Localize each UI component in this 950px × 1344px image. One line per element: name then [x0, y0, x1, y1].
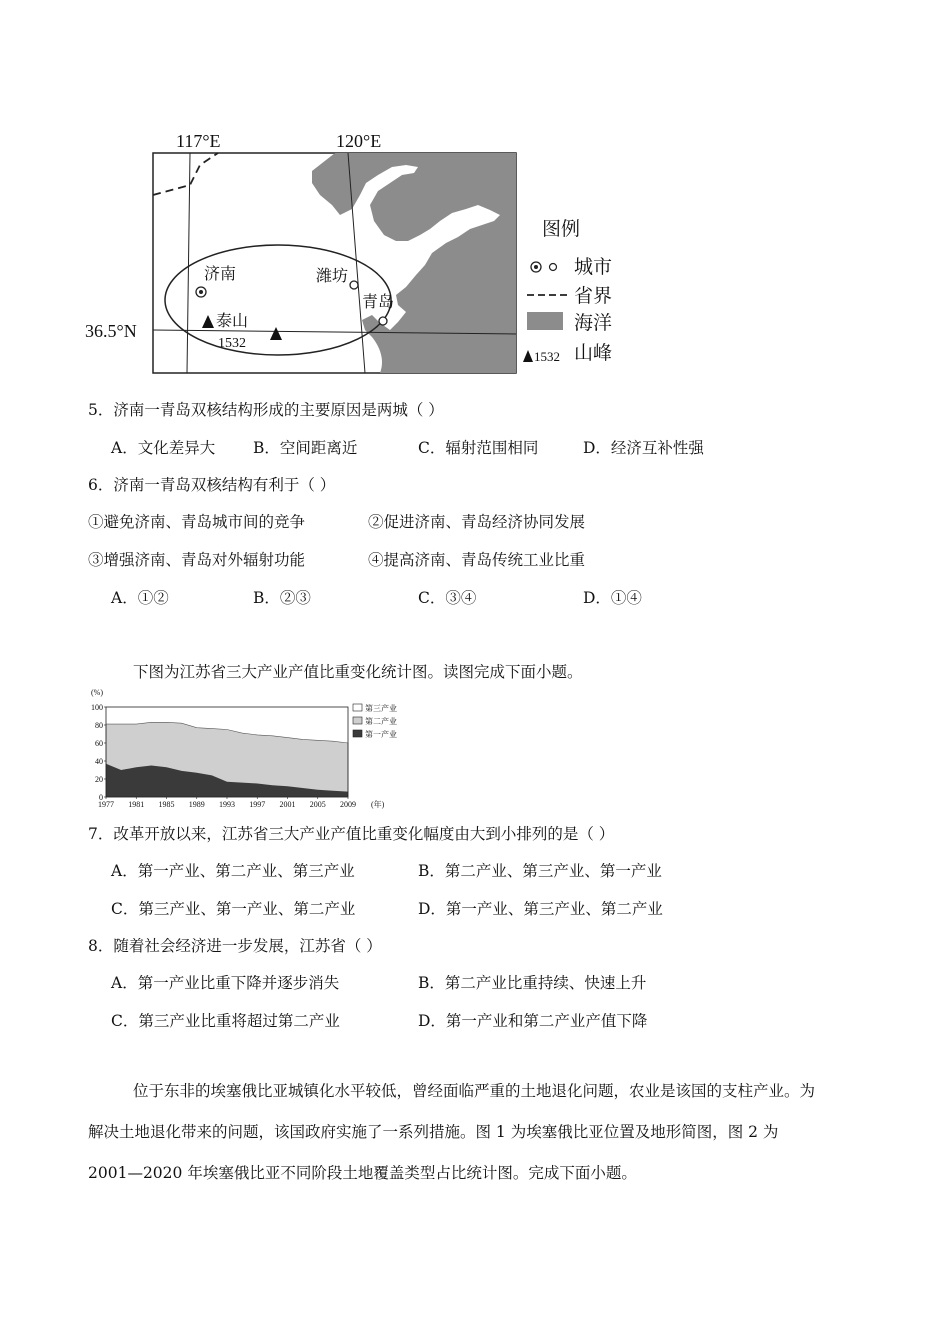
legend-border-label: 省界: [574, 286, 613, 307]
x-tick-label: 1981: [128, 800, 145, 809]
q5-option-a[interactable]: A．文化差异大: [111, 439, 216, 457]
industry-chart-svg: [85, 686, 425, 810]
y-tick-label: 80: [95, 721, 103, 730]
legend-peak-label: 山峰: [574, 343, 613, 364]
x-tick-label: 2001: [279, 800, 296, 809]
qingdao-marker: [379, 317, 387, 325]
legend-ocean-icon: [527, 312, 563, 330]
q6-item-4: ④提高济南、青岛传统工业比重: [368, 551, 586, 569]
weifang-marker: [350, 281, 358, 289]
weifang-label: 潍坊: [316, 268, 349, 285]
q7-option-a[interactable]: A．第一产业、第二产业、第三产业: [111, 862, 355, 880]
jiangsu-intro: 下图为江苏省三大产业产值比重变化统计图。读图完成下面小题。: [133, 663, 583, 681]
q7-option-b[interactable]: B．第二产业、第三产业、第一产业: [418, 862, 662, 880]
q8-option-a[interactable]: A．第一产业比重下降并逐步消失: [111, 974, 340, 992]
q8-option-c[interactable]: C．第三产业比重将超过第二产业: [111, 1012, 340, 1030]
y-tick-label: 20: [95, 775, 103, 784]
legend-swatch: [353, 717, 362, 724]
x-tick-label: 1989: [188, 800, 205, 809]
q6-option-b[interactable]: B．②③: [253, 589, 311, 607]
q6-option-c[interactable]: C．③④: [418, 589, 477, 607]
legend-ocean-label: 海洋: [574, 313, 613, 334]
q8-option-d[interactable]: D．第一产业和第二产业产值下降: [418, 1012, 648, 1030]
y-tick-label: 0: [99, 793, 103, 802]
x-tick-label: 1997: [249, 800, 266, 809]
ethiopia-intro-line-2: 解决土地退化带来的问题，该国政府实施了一系列措施。图 1 为埃塞俄比亚位置及地形简图，图 2 为: [88, 1123, 779, 1141]
q6-option-a[interactable]: A．①②: [111, 589, 169, 607]
legend-peak-icon: [523, 350, 533, 362]
jinan-label: 济南: [204, 266, 237, 283]
x-tick-label: 2005: [309, 800, 326, 809]
y-tick-label: 60: [95, 739, 103, 748]
industry-chart: [85, 686, 425, 810]
taishan-height: 1532: [218, 336, 246, 351]
lon-right-label: 120°E: [336, 131, 382, 151]
q7-option-d[interactable]: D．第一产业、第三产业、第二产业: [418, 900, 663, 918]
x-tick-label: 1977: [98, 800, 114, 809]
q6-item-3: ③增强济南、青岛对外辐射功能: [88, 551, 306, 569]
map-svg: [80, 125, 640, 380]
chart-xlabel: (年): [371, 800, 385, 809]
legend-peak-sample: 1532: [534, 349, 560, 364]
x-tick-label: 2009: [340, 800, 356, 809]
y-tick-label: 40: [95, 757, 103, 766]
qingdao-label: 青岛: [362, 294, 395, 311]
q8-stem: 8．随着社会经济进一步发展，江苏省（ ）: [88, 937, 382, 955]
x-tick-label: 1993: [219, 800, 235, 809]
ethiopia-intro-line-3: 2001—2020 年埃塞俄比亚不同阶段土地覆盖类型占比统计图。完成下面小题。: [88, 1164, 637, 1182]
x-tick-label: 1985: [158, 800, 175, 809]
taishan-label: 泰山: [216, 313, 249, 330]
shandong-map: [80, 125, 640, 380]
legend-label: 第一产业: [365, 730, 397, 739]
legend-label: 第三产业: [365, 704, 397, 713]
q7-stem: 7．改革开放以来，江苏省三大产业产值比重变化幅度由大到小排列的是（ ）: [88, 825, 615, 843]
q6-item-1: ①避免济南、青岛城市间的竞争: [88, 513, 306, 531]
q6-item-2: ②促进济南、青岛经济协同发展: [368, 513, 586, 531]
q6-stem: 6．济南一青岛双核结构有利于（ ）: [88, 476, 336, 494]
legend-swatch: [353, 704, 362, 711]
q7-option-c[interactable]: C．第三产业、第一产业、第二产业: [111, 900, 356, 918]
legend-swatch: [353, 730, 362, 737]
ethiopia-intro-line-1: 位于东非的埃塞俄比亚城镇化水平较低，曾经面临严重的土地退化问题，农业是该国的支柱产业。为: [133, 1082, 816, 1100]
legend-label: 第二产业: [365, 717, 397, 726]
q5-option-c[interactable]: C．辐射范围相同: [418, 439, 539, 457]
q6-option-d[interactable]: D．①④: [583, 589, 642, 607]
q5-option-b[interactable]: B．空间距离近: [253, 439, 358, 457]
q5-stem: 5．济南一青岛双核结构形成的主要原因是两城（ ）: [88, 401, 444, 419]
chart-ylabel: (%): [91, 688, 103, 697]
legend-title: 图例: [542, 219, 581, 240]
y-tick-label: 100: [91, 703, 103, 712]
legend-city-label: 城市: [574, 257, 613, 278]
q5-option-d[interactable]: D．经济互补性强: [583, 439, 704, 457]
lon-left-label: 117°E: [176, 131, 221, 151]
lat-label: 36.5°N: [85, 321, 137, 341]
q8-option-b[interactable]: B．第二产业比重持续、快速上升: [418, 974, 647, 992]
